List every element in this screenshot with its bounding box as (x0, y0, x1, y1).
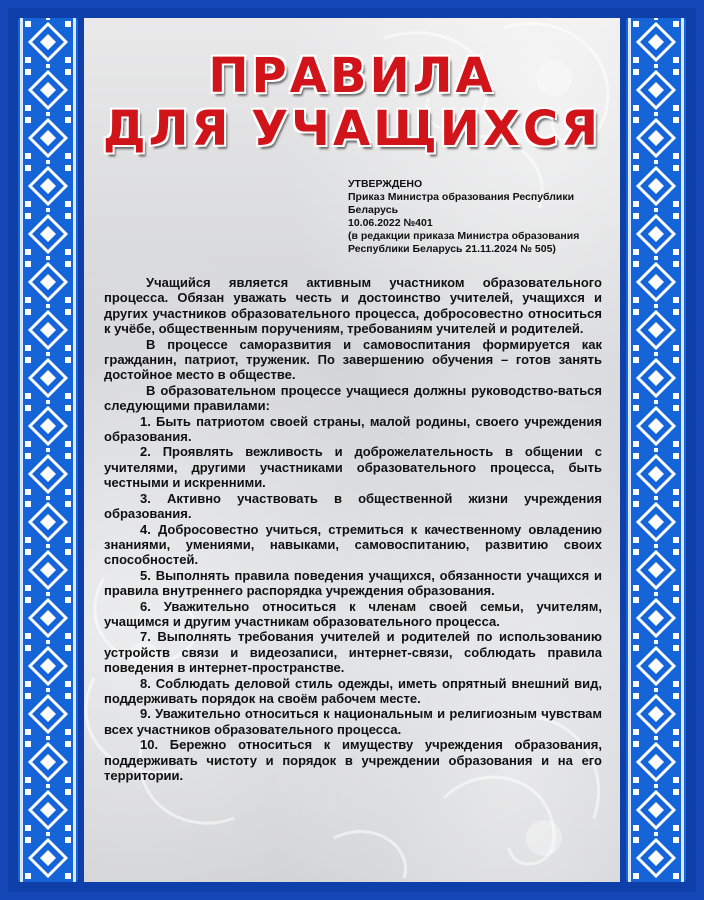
approval-line: (в редакции приказа Министра образования (348, 230, 580, 242)
rule-item: 3. Активно участвовать в общественной жизни учреждения образования. (104, 490, 602, 522)
approval-line: Беларусь (348, 204, 399, 216)
rule-item: 4. Добросовестно учиться, стремиться к качественному овладению знаниями, умениями, навыками, самовоспитанию, развитию своих способностей. (104, 521, 602, 568)
approval-line: Республики Беларусь 21.11.2024 № 505) (348, 243, 556, 255)
intro-paragraph: Учащийся является активным участником образовательного процесса. Обязан уважать честь и достоинство учителей, учащихся и других участников образовательного процесса, добросовестно относиться к учёбе, общественным поручениям, требованиям учителей и родителей. (104, 275, 602, 337)
rule-item: 2. Проявлять вежливость и доброжелательность в общении с учителями, другими участниками образовательного процесса, быть честными и искренними. (104, 444, 602, 491)
intro-paragraph: В образовательном процессе учащиеся должны руководство-ваться следующими правилами: (104, 382, 602, 414)
approval-line: Приказ Министра образования Республики (348, 191, 575, 203)
rule-item: 7. Выполнять требования учителей и родителей по использованию устройств связи и видеозаписи, интернет-связи, соблюдать правила поведения в интернет-пространстве. (104, 629, 602, 676)
rule-item: 6. Уважительно относиться к членам своей семьи, учителям, учащимся и другим участникам образовательного процесса. (104, 598, 602, 629)
approval-heading: УТВЕРЖДЕНО (348, 178, 423, 190)
left-ornament-band (18, 18, 78, 882)
rule-item: 10. Бережно относиться к имуществу учреждения образования, поддерживать чистоту и порядок в учреждении образования и на его территории. (104, 737, 602, 783)
content-panel (84, 18, 620, 882)
rule-item: 5. Выполнять правила поведения учащихся, обязанности учащихся и правила внутреннего распорядка учреждения образования. (104, 567, 602, 599)
approval-block (348, 178, 618, 256)
rule-item: 1. Быть патриотом своей страны, малой родины, своего учреждения образования. (104, 413, 602, 445)
right-ornament-band (626, 18, 686, 882)
intro-paragraph: В процессе саморазвития и самовоспитания формируется как гражданин, патриот, труженик. По завершению обучения – готов занять достойное место в обществе. (104, 336, 602, 383)
rule-item: 9. Уважительно относиться к национальным и религиозным чувствам всех участников образовательного процесса. (104, 706, 602, 737)
poster-title-line-1: ПРАВИЛА (208, 48, 496, 104)
rule-item: 8. Соблюдать деловой стиль одежды, иметь опрятный внешний вид, поддерживать порядок на своём рабочем месте. (104, 675, 602, 706)
rules-text (104, 275, 602, 783)
approval-date: 10.06.2022 №401 (348, 217, 433, 229)
poster-title-line-2: ДЛЯ УЧАЩИХСЯ (102, 101, 602, 157)
